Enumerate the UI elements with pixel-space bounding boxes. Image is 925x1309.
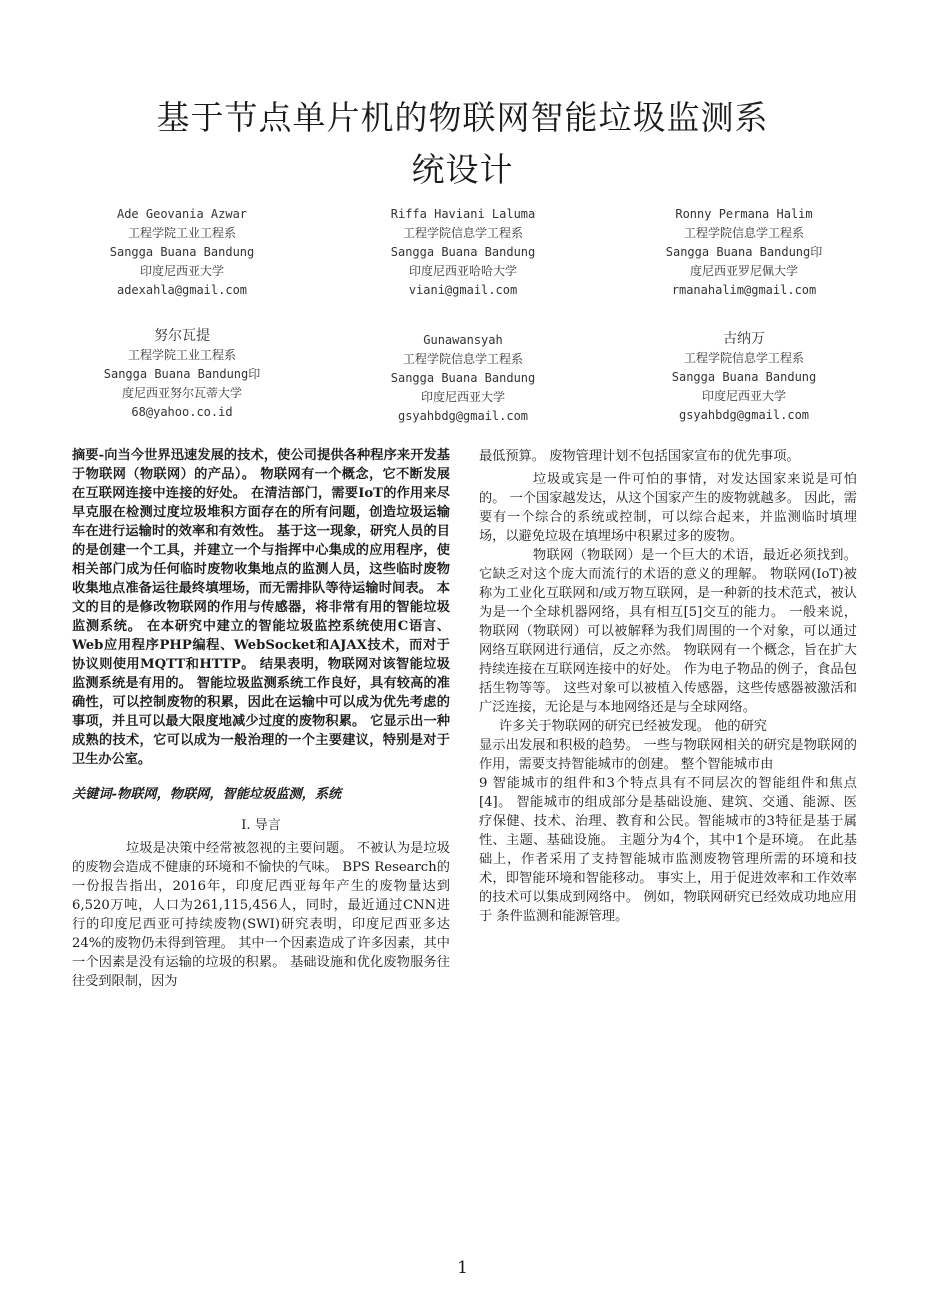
intro-paragraph: 垃圾是决策中经常被忽视的主要问题。 不被认为是垃圾的废物会造成不健康的环境和不愉快的气味。 BPS Research的一份报告指出，2016年，印度尼西亚每年产生的废物量达到6,520万吨，人口为261,115,456人，同时，最近通过CNN进行的印度尼西亚可持续废物(SWI)研究表明，印度尼西亚多达24%的废物仍未得到管理。 其中一个因素造成了许多因素，其中一个因素是没有运输的垃圾的积累。 基础设施和优化废物服务往往受到限制，因为 [72,841,450,989]
author-org: Sangga Buana Bandung印 [665,245,823,259]
author-email: gsyahbdg@gmail.com [397,409,529,423]
section-heading: I. 导言 [241,818,281,833]
author-email: gsyahbdg@gmail.com [678,408,810,422]
author-dept: 工程学院工业工程系 [127,348,236,362]
author-org: 度尼西亚罗尼佩大学 [689,264,798,278]
author-org: 印度尼西亚哈哈大学 [408,264,517,278]
title-line-1: 基于节点单片机的物联网智能垃圾监测系 [156,98,769,137]
author-org: 印度尼西亚大学 [139,264,224,278]
body-paragraph: 垃圾或宾是一件可怕的事情，对发达国家来说是可怕的。 一个国家越发达，从这个国家产生的废物就越多。 因此，需要有一个综合的系统或控制，可以综合起来，并监测临时填埋场，以避免垃圾在填埋场中积累过多的废物。 [479,472,857,544]
author-org: 度尼西亚努尔瓦蒂大学 [121,386,242,400]
body-paragraph: 9 智能城市的组件和3个特点具有不同层次的智能组件和焦点[4]。 智能城市的组成部分是基础设施、建筑、交通、能源、医疗保健、技术、治理、教育和公民。智能城市的3特征是基于属性、主题、基础设施。 主题分为4个，其中1个是环境。 在此基础上，作者采用了支持智能城市监测废物管理所需的环境和技术，即智能环境和智能移动。 事实上，用于促进效率和工作效率的技术可以集成到网络中。 例如，物联网研究已经效成功地应用于 条件监测和能源管理。 [479,776,857,924]
author-org: 印度尼西亚大学 [420,390,505,404]
body-paragraph: 许多关于物联网的研究已经被发现。 他的研究 [499,719,767,734]
paper-title [0,92,925,196]
page-number: 1 [457,1258,468,1278]
author-name: Ade Geovania Azwar [116,207,248,221]
author-email: viani@gmail.com [408,283,518,297]
author-email: rmanahalim@gmail.com [671,283,817,297]
left-column [72,446,450,991]
author-org: Sangga Buana Bandung [390,371,536,385]
author-name: 努尔瓦提 [154,328,210,344]
body-paragraph: 物联网（物联网）是一个巨大的术语，最近必须找到。 它缺乏对这个庞大而流行的术语的意义的理解。 物联网(IoT)被称为工业化互联网和/或万物互联网，是一种新的技术范式，被认为是一个全球机器网络，具有相互[5]交互的能力。 一般来说，物联网（物联网）可以被解释为我们周围的一个对象，可以通过网络互联网进行通信，反之亦然。 物联网有一个概念，旨在扩大持续连接在互联网连接中的好处。 作为电子物品的例子，食品包括生物等等。 这些对象可以被植入传感器，这些传感器被激活和广泛连接，无论是与本地网络还是与全球网络。 [479,548,857,715]
author-org: Sangga Buana Bandung印 [103,367,261,381]
right-column [479,447,857,926]
author-block [62,205,302,300]
author-dept: 工程学院信息学工程系 [402,226,523,240]
title-line-2: 统设计 [411,150,514,189]
author-block [624,205,864,300]
author-org: 印度尼西亚大学 [701,389,786,403]
abstract: 摘要-向当今世界迅速发展的技术，使公司提供各种程序来开发基于物联网（物联网）的产品）。 物联网有一个概念，它不断发展在互联网连接中连接的好处。 在清洁部门，需要IoT的作用来尽早克服在检测过度垃圾堆积方面存在的所有问题，创造垃圾运输车在进行运输时的效率和有效性。 基于这一现象，研究人员的目的是创建一个工具，并建立一个与指挥中心集成的应用程序，使相关部门成为任何临时废物收集地点的监测人员，这些临时废物收集地点准备运往最终填埋场，而无需排队等待运输时间表。 本文的目的是修改物联网的作用与传感器，将非常有用的智能垃圾监测系统。 在本研究中建立的智能垃圾监控系统使用C语言、Web应用程序PHP编程、WebSocket和AJAX技术，而对于协议则使用MQTT和HTTP。 结果表明，物联网对该智能垃圾监测系统是有用的。 智能垃圾监测系统工作良好，具有较高的准确性，可以控制废物的积累，因此在运输中可以成为优先考虑的事项，并且可以最大限度地减少过度的废物积累。 它显示出一种成熟的技术，它可以成为一般治理的一个主要建议，特别是对于卫生办公室。 [72,448,450,767]
author-dept: 工程学院信息学工程系 [683,351,804,365]
keywords: 关键词-物联网，物联网，智能垃圾监测，系统 [72,787,342,802]
author-org: Sangga Buana Bandung [671,370,817,384]
author-block [343,331,583,426]
author-block [62,326,302,422]
author-name: Gunawansyah [423,333,503,347]
author-block [624,329,864,425]
body-paragraph: 显示出发展和积极的趋势。 一些与物联网相关的研究是物联网的作用，需要支持智能城市的创建。 整个智能城市由 [479,738,857,772]
author-org: Sangga Buana Bandung [109,245,255,259]
author-dept: 工程学院工业工程系 [127,226,236,240]
author-email: 68@yahoo.co.id [131,405,233,419]
author-dept: 工程学院信息学工程系 [402,352,523,366]
author-name: 古纳万 [723,331,765,347]
author-dept: 工程学院信息学工程系 [683,226,804,240]
author-email: adexahla@gmail.com [116,283,248,297]
author-name: Ronny Permana Halim [675,207,813,221]
author-org: Sangga Buana Bandung [390,245,536,259]
body-paragraph: 最低预算。 废物管理计划不包括国家宣布的优先事项。 [479,449,800,464]
author-name: Riffa Haviani Laluma [390,207,536,221]
author-block [343,205,583,300]
